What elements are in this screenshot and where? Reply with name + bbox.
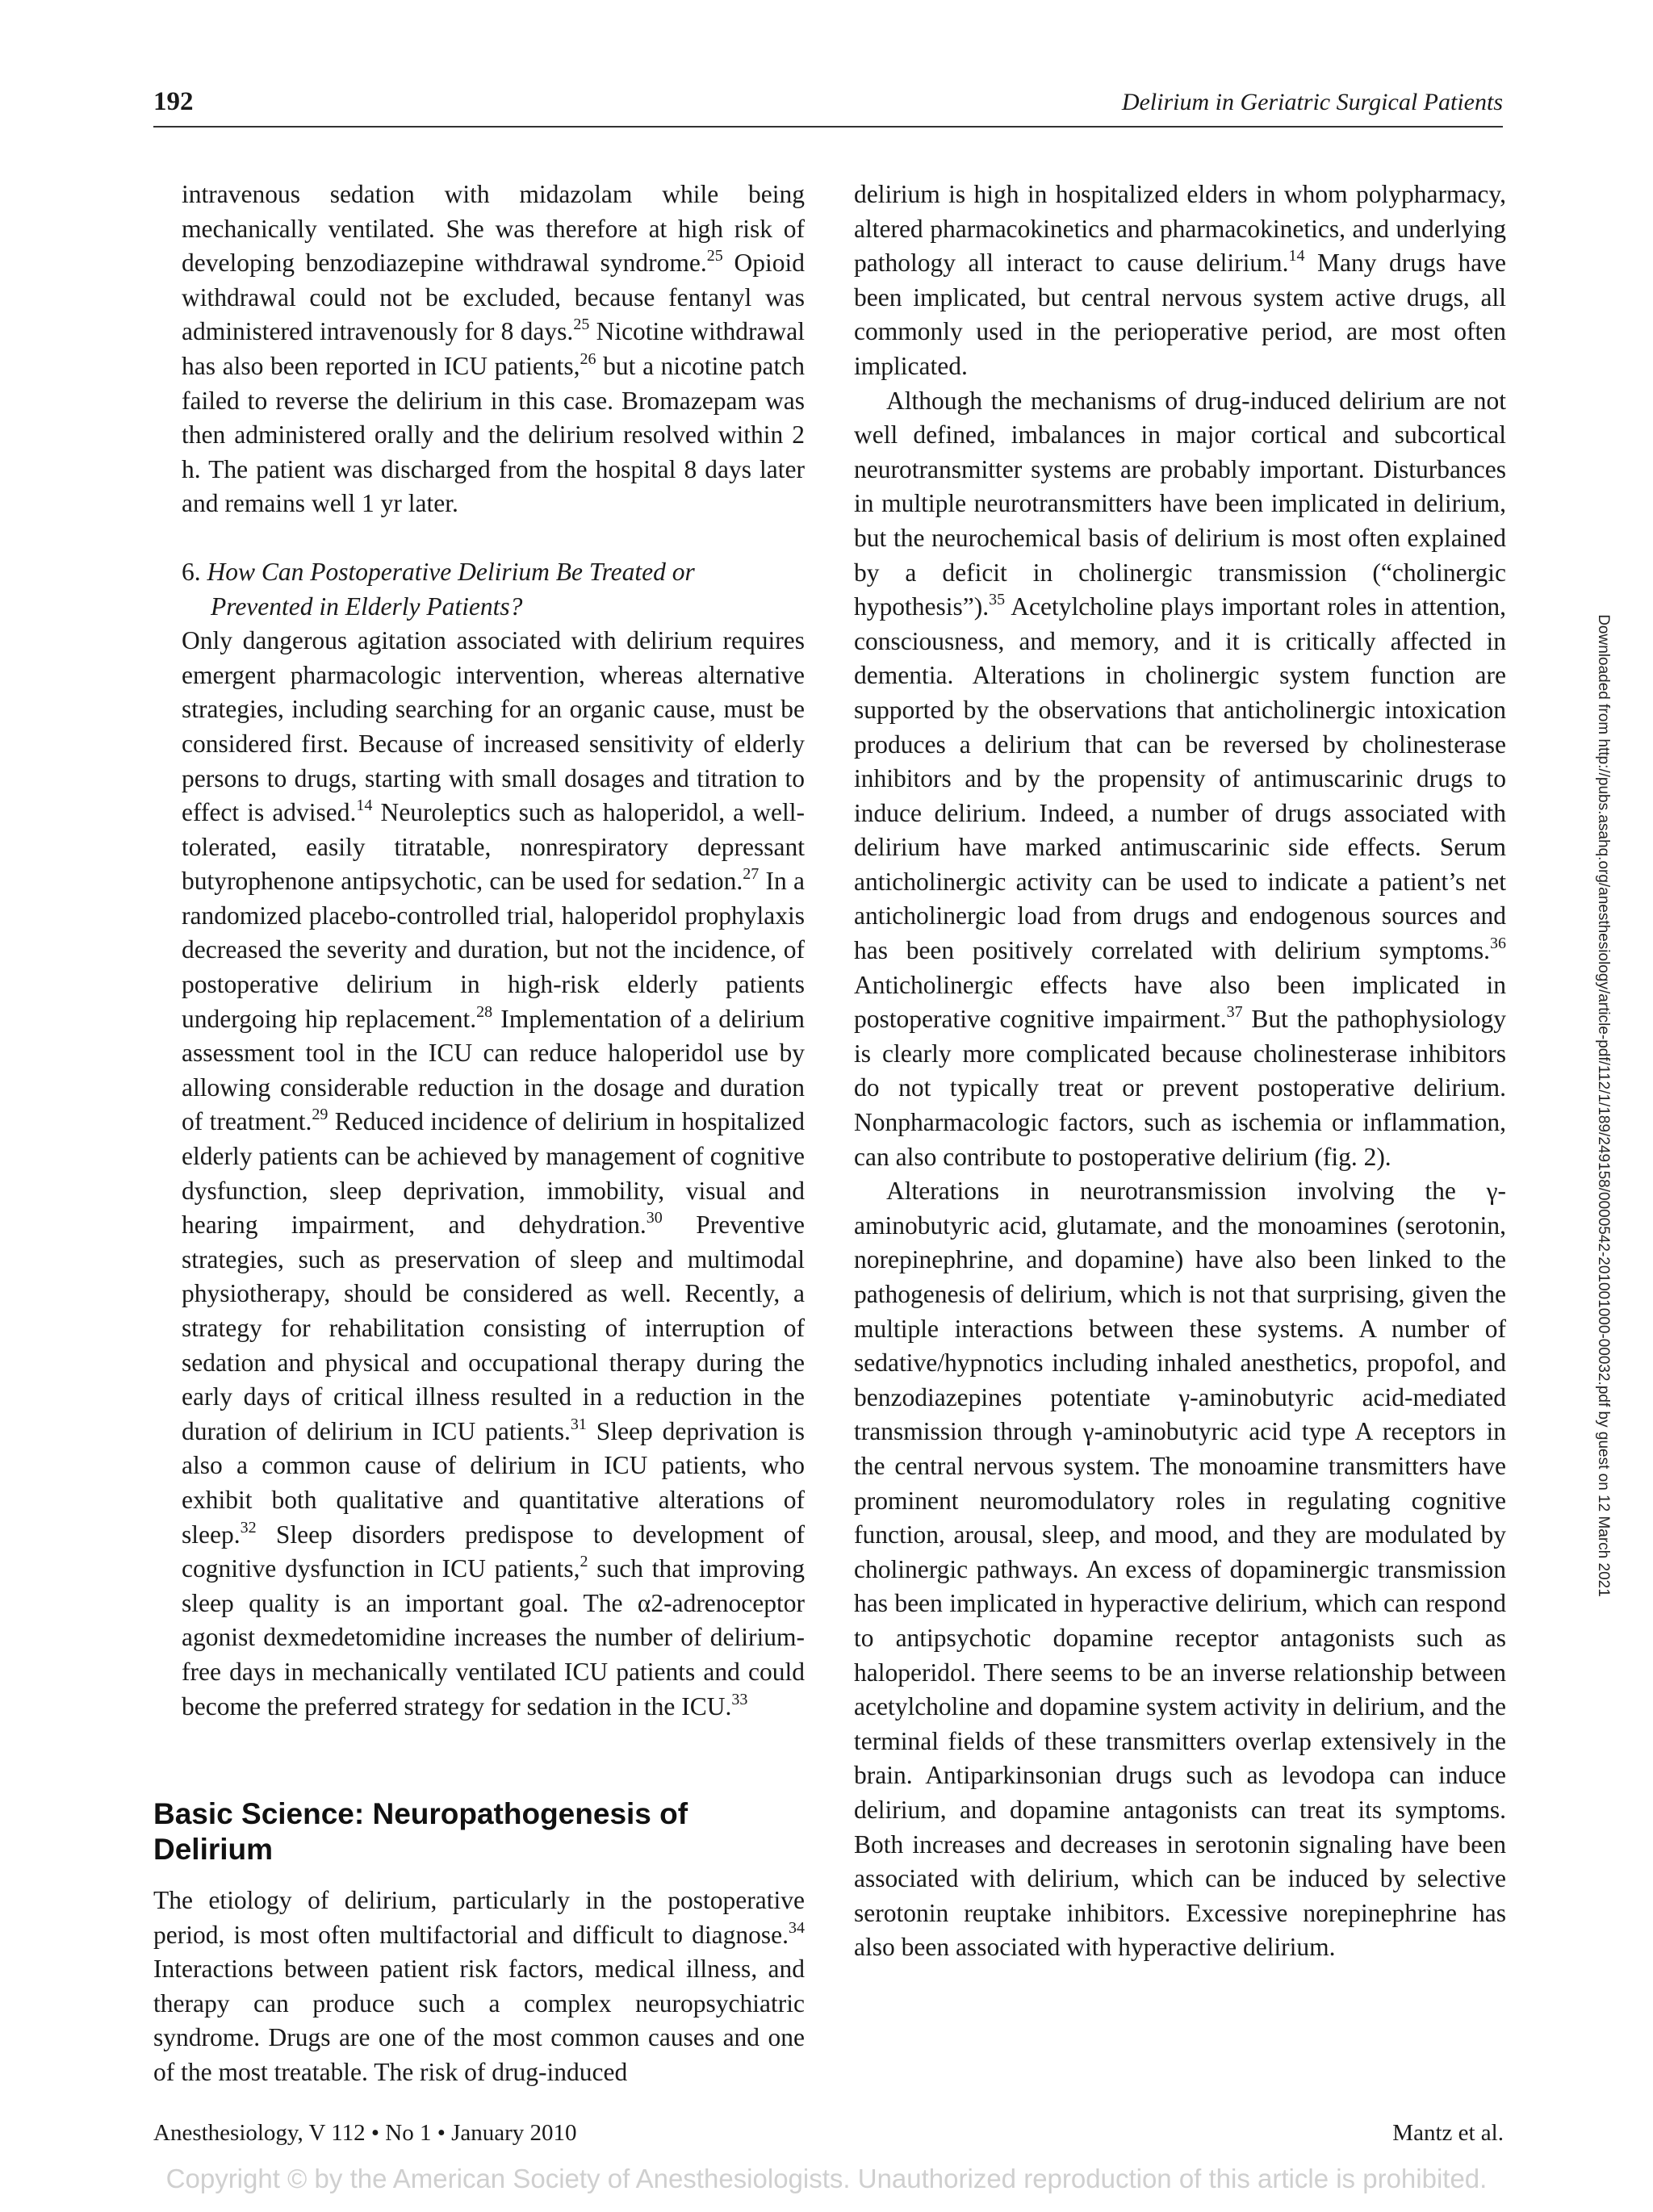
citation-ref: 27 [743, 865, 760, 884]
copyright-notice: Copyright © by the American Society of Anesthesiologists. Unauthorized reproduction of this article is prohibited. [165, 2164, 1488, 2193]
citation-ref: 29 [312, 1106, 329, 1124]
question-number: 6. [182, 557, 201, 586]
citation-ref: 25 [573, 316, 590, 334]
citation-ref: 31 [570, 1415, 587, 1433]
citation-ref: 37 [1226, 1003, 1243, 1022]
header-rule [153, 126, 1503, 128]
citation-ref: 28 [476, 1002, 493, 1021]
download-note: Downloaded from http://pubs.asahq.org/anesthesiology/article-pdf/112/1/189/249158/0000542-201001000-00032.pdf by guest on 12 March 2021 [1595, 614, 1612, 1597]
right-column [854, 178, 1506, 1965]
citation-ref: 34 [789, 1918, 805, 1937]
question-heading [182, 555, 805, 624]
left-paragraph-1: intravenous sedation with midazolam while being mechanically ventilated. She was therefore at high risk of developing benzodiazepine withdrawal syndrome.$^{25}$ Opioid withdrawal could not be excluded, because fentanyl was administered intravenously for 8 days.$^{25}$ Nicotine withdrawal has also been reported in ICU patients,$^{26}$ but a nicotine patch failed to reverse the delirium in this case. Bromazepam was then administered orally and the delirium resolved within 2 h. The patient was discharged from the hospital 8 days later and remains well 1 yr later. [182, 180, 806, 518]
section-heading: Basic Science: Neuropathogenesis of Delirium [153, 1797, 688, 1866]
left-column [182, 178, 805, 1724]
question-line-1: How Can Postoperative Delirium Be Treated or [207, 557, 695, 586]
citation-ref: 30 [646, 1209, 663, 1227]
right-paragraph-1: delirium is high in hospitalized elders in whom polypharmacy, altered pharmacokinetics and pharmacokinetics, and underlying pathology all interact to cause delirium.$^{14}$ Many drugs have been implicated, but central nervous system active drugs, all commonly used in the perioperative period, are most often implicated. [854, 180, 1506, 380]
citation-ref: 33 [731, 1690, 748, 1708]
citation-ref: 14 [356, 797, 373, 815]
left-paragraph-2: Only dangerous agitation associated with delirium requires emergent pharmacologic intervention, whereas alternative strategies, including searching for an organic cause, must be considered first. Because of increased sensitivity of elderly persons to drugs, starting with small dosages and titration to effect is advised.$^{14}$ Neuroleptics such as haloperidol, a well-tolerated, easily titratable, nonrespiratory depressant butyrophenone antipsychotic, can be used for sedation.$^{27}$ In a randomized placebo-controlled trial, haloperidol prophylaxis decreased the severity and duration, but not the incidence, of postoperative delirium in high-risk elderly patients undergoing hip replacement.$^{28}$ Implementation of a delirium assessment tool in the ICU can reduce haloperidol use by allowing considerable reduction in the dosage and duration of treatment.$^{29}$ Reduced incidence of delirium in hospitalized elderly patients can be achieved by management of cognitive dysfunction, sleep deprivation, immobility, visual and hearing impairment, and dehydration.$^{30}$ Preventive strategies, such as preservation of sleep and multimodal physiotherapy, should be considered as well. Recently, a strategy for rehabilitation consisting of interruption of sedation and physical and occupational therapy during the early days of critical illness resulted in a reduction in the duration of delirium in ICU patients.$^{31}$ Sleep deprivation is also a common cause of delirium in ICU patients, who exhibit both qualitative and quantitative alterations of sleep.$^{32}$ Sleep disorders predispose to development of cognitive dysfunction in ICU patients,$^2$ such that improving sleep quality is an important goal. The α2-adrenoceptor agonist dexmedetomidine increases the number of delirium-free days in mechanically ventilated ICU patients and could become the preferred strategy for sedation in the ICU.$^{33}$ [182, 626, 806, 1721]
citation-ref: 32 [240, 1518, 257, 1537]
citation-ref: 35 [989, 591, 1006, 609]
left-paragraph-3: The etiology of delirium, particularly in the postoperative period, is most often multifactorial and difficult to diagnose.$^{34}$ Interactions between patient risk factors, medical illness, and therapy can produce such a complex neuropsychiatric syndrome. Drugs are one of the most common causes and one of the most treatable. The risk of drug-induced [153, 1886, 805, 2086]
page-number: 192 [153, 87, 194, 116]
citation-ref: 25 [706, 247, 723, 266]
citation-ref: 2 [580, 1553, 588, 1571]
right-paragraph-3: Alterations in neurotransmission involving the γ-aminobutyric acid, glutamate, and the monoamines (serotonin, norepinephrine, and dopamine) have also been linked to the pathogenesis of delirium, which is not that surprising, given the multiple interactions between these systems. A number of sedative/hypnotics including inhaled anesthetics, propofol, and benzodiazepines potentiate γ-aminobutyric acid-mediated transmission through γ-aminobutyric acid type A receptors in the central nervous system. The monoamine transmitters have prominent neuromodulatory roles in regulating cognitive function, arousal, sleep, and mood, and they are modulated by cholinergic pathways. An excess of dopaminergic transmission has been implicated in hyperactive delirium, which can respond to antipsychotic dopamine receptor antagonists such as haloperidol. There seems to be an inverse relationship between acetylcholine and dopamine system activity in delirium, and the terminal fields of these transmitters overlap extensively in the brain. Antiparkinsonian drugs such as levodopa can induce delirium, and dopamine antagonists can treat its symptoms. Both increases and decreases in serotonin signaling have been associated with delirium, which can be induced by selective serotonin reuptake inhibitors. Excessive norepinephrine has also been associated with hyperactive delirium. [854, 1177, 1506, 1962]
citation-ref: 26 [580, 349, 596, 368]
citation-ref: 36 [1490, 935, 1506, 953]
footer-author: Mantz et al. [1392, 2120, 1504, 2146]
footer-journal: Anesthesiology, V 112 • No 1 • January 2010 [153, 2120, 577, 2146]
citation-ref: 14 [1288, 247, 1305, 266]
right-paragraph-2: Although the mechanisms of drug-induced delirium are not well defined, imbalances in major cortical and subcortical neurotransmitter systems are probably important. Disturbances in multiple neurotransmitters have been implicated in delirium, but the neurochemical basis of delirium is most often explained by a deficit in cholinergic transmission (“cholinergic hypothesis”).$^{35}$ Acetylcholine plays important roles in attention, consciousness, and memory, and it is critically affected in dementia. Alterations in cholinergic system function are supported by the observations that anticholinergic intoxication produces a delirium that can be reversed by cholinesterase inhibitors and by the propensity of antimuscarinic drugs to induce delirium. Indeed, a number of drugs associated with delirium have marked antimuscarinic side effects. Serum anticholinergic activity can be used to indicate a patient’s net anticholinergic load from drugs and endogenous sources and has been positively correlated with delirium symptoms.$^{36}$ Anticholinergic effects have also been implicated in postoperative cognitive impairment.$^{37}$ But the pathophysiology is clearly more complicated because cholinesterase inhibitors do not typically treat or prevent postoperative delirium. Nonpharmacologic factors, such as ischemia or inflammation, can also contribute to postoperative delirium (fig. 2). [854, 386, 1506, 1171]
running-title: Delirium in Geriatric Surgical Patients [1121, 89, 1503, 115]
section-body [153, 1884, 805, 2090]
question-line-2: Prevented in Elderly Patients? [211, 592, 523, 621]
